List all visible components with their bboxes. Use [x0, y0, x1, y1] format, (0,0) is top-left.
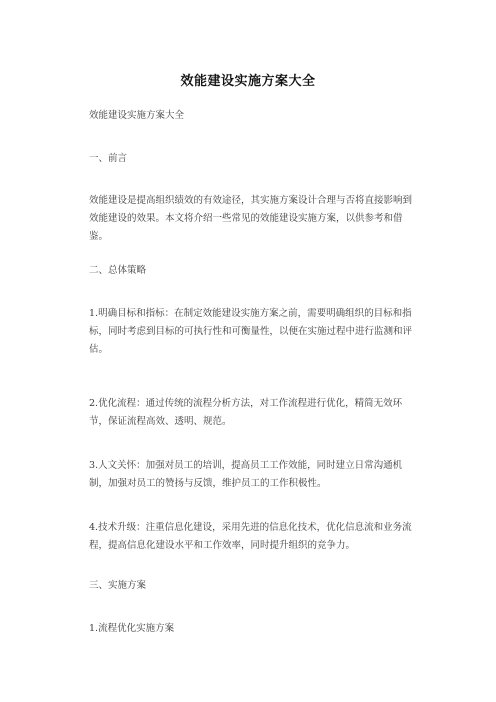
section-heading-strategy: 二、总体策略	[89, 265, 147, 276]
document-title: 效能建设实施方案大全	[180, 74, 316, 89]
strategy-item-1: 1.明确目标和指标：在制定效能建设实施方案之前，需要明确组织的目标和指标，同时考虑到目标的可执行性和可衡量性，以便在实施过程中进行监测和评估。	[89, 308, 413, 355]
document-subtitle: 效能建设实施方案大全	[89, 110, 185, 121]
strategy-item-2: 2.优化流程：通过传统的流程分析方法，对工作流程进行优化，精简无效环节，保证流程高效、透明、规范。	[89, 398, 403, 427]
strategy-item-3: 3.人文关怀：加强对员工的培训，提高员工工作效能，同时建立日常沟通机制，加强对员工的赞扬与反馈，维护员工的工作积极性。	[89, 460, 403, 489]
plan-item-1: 1.流程优化实施方案	[89, 623, 175, 634]
strategy-item-4: 4.技术升级：注重信息化建设，采用先进的信息化技术，优化信息流和业务流程，提高信息化建设水平和工作效率，同时提升组织的竞争力。	[89, 522, 412, 551]
section-heading-plan: 三、实施方案	[89, 580, 147, 591]
section-heading-intro: 一、前言	[89, 153, 128, 164]
intro-paragraph: 效能建设是提高组织绩效的有效途径，其实施方案设计合理与否将直接影响到效能建设的效果。本文将介绍一些常见的效能建设实施方案，以供参考和借鉴。	[89, 195, 413, 242]
